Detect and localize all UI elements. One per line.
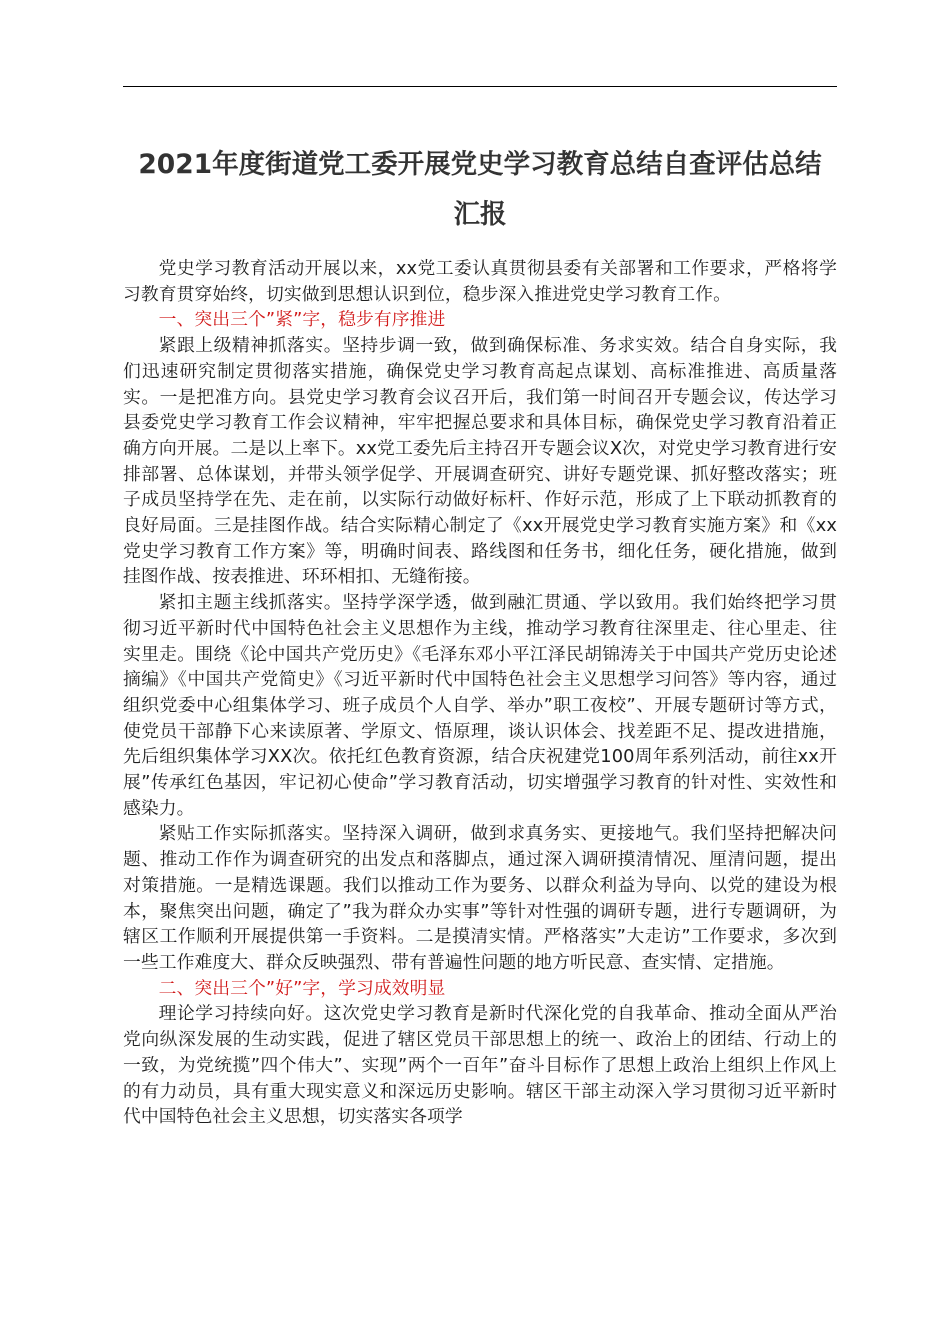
body-paragraph: 理论学习持续向好。这次党史学习教育是新时代深化党的自我革命、推动全面从严治党向纵深发展的生动实践，促进了辖区党员干部思想上的统一、政治上的团结、行动上的一致，为党统揽”四个伟大”、实现”两个一百年”奋斗目标作了思想上政治上组织上作风上的有力动员，具有重大现实意义和深远历史影响。辖区干部主动深入学习贯彻习近平新时代中国特色社会主义思想，切实落实各项学: [123, 1003, 837, 1128]
document-body: [123, 256, 837, 1130]
body-paragraph: 紧扣主题主线抓落实。坚持学深学透，做到融汇贯通、学以致用。我们始终把学习贯彻习近平新时代中国特色社会主义思想作为主线，推动学习教育往深里走、往心里走、往实里走。围绕《论中国共产党历史》《毛泽东邓小平江泽民胡锦涛关于中国共产党历史论述摘编》《中国共产党简史》《习近平新时代中国特色社会主义思想学习问答》等内容，通过组织党委中心组集体学习、班子成员个人自学、举办”职工夜校”、开展专题研讨等方式，使党员干部静下心来读原著、学原文、悟原理，谈认识体会、找差距不足、提改进措施，先后组织集体学习XX次。依托红色教育资源，结合庆祝建党100周年系列活动，前往xx开展”传承红色基因，牢记初心使命”学习教育活动，切实增强学习教育的针对性、实效性和感染力。: [123, 592, 837, 819]
title-line-1: 2021年度街道党工委开展党史学习教育总结自查评估总结: [138, 149, 822, 180]
section-heading-2: 二、突出三个”好”字，学习成效明显: [158, 977, 446, 999]
section-heading-1: 一、突出三个”紧”字，稳步有序推进: [158, 309, 446, 331]
document-title: [123, 140, 837, 240]
intro-paragraph: 党史学习教育活动开展以来，xx党工委认真贯彻县委有关部署和工作要求，严格将学习教育贯穿始终，切实做到思想认识到位，稳步深入推进党史学习教育工作。: [123, 258, 837, 305]
body-paragraph: 紧贴工作实际抓落实。坚持深入调研，做到求真务实、更接地气。我们坚持把解决问题、推动工作作为调查研究的出发点和落脚点，通过深入调研摸清情况、厘清问题，提出对策措施。一是精选课题。我们以推动工作为要务、以群众利益为导向、以党的建设为根本，聚焦突出问题，确定了”我为群众办实事”等针对性强的调研专题，进行专题调研，为辖区工作顺利开展提供第一手资料。二是摸清实情。严格落实”大走访”工作要求，多次到一些工作难度大、群众反映强烈、带有普遍性问题的地方听民意、查实情、定措施。: [123, 823, 837, 973]
header-rule: [123, 86, 837, 87]
title-line-2: 汇报: [453, 199, 507, 230]
body-paragraph: 紧跟上级精神抓落实。坚持步调一致，做到确保标准、务求实效。结合自身实际，我们迅速研究制定贯彻落实措施，确保党史学习教育高起点谋划、高标准推进、高质量落实。一是把准方向。县党史学习教育会议召开后，我们第一时间召开专题会议，传达学习县委党史学习教育工作会议精神，牢牢把握总要求和具体目标，确保党史学习教育沿着正确方向开展。二是以上率下。xx党工委先后主持召开专题会议X次，对党史学习教育进行安排部署、总体谋划，并带头领学促学、开展调查研究、讲好专题党课、抓好整改落实；班子成员坚持学在先、走在前，以实际行动做好标杆、作好示范，形成了上下联动抓教育的良好局面。三是挂图作战。结合实际精心制定了《xx开展党史学习教育实施方案》和《xx党史学习教育工作方案》等，明确时间表、路线图和任务书，细化任务，硬化措施，做到挂图作战、按表推进、环环相扣、无缝衔接。: [123, 335, 837, 588]
